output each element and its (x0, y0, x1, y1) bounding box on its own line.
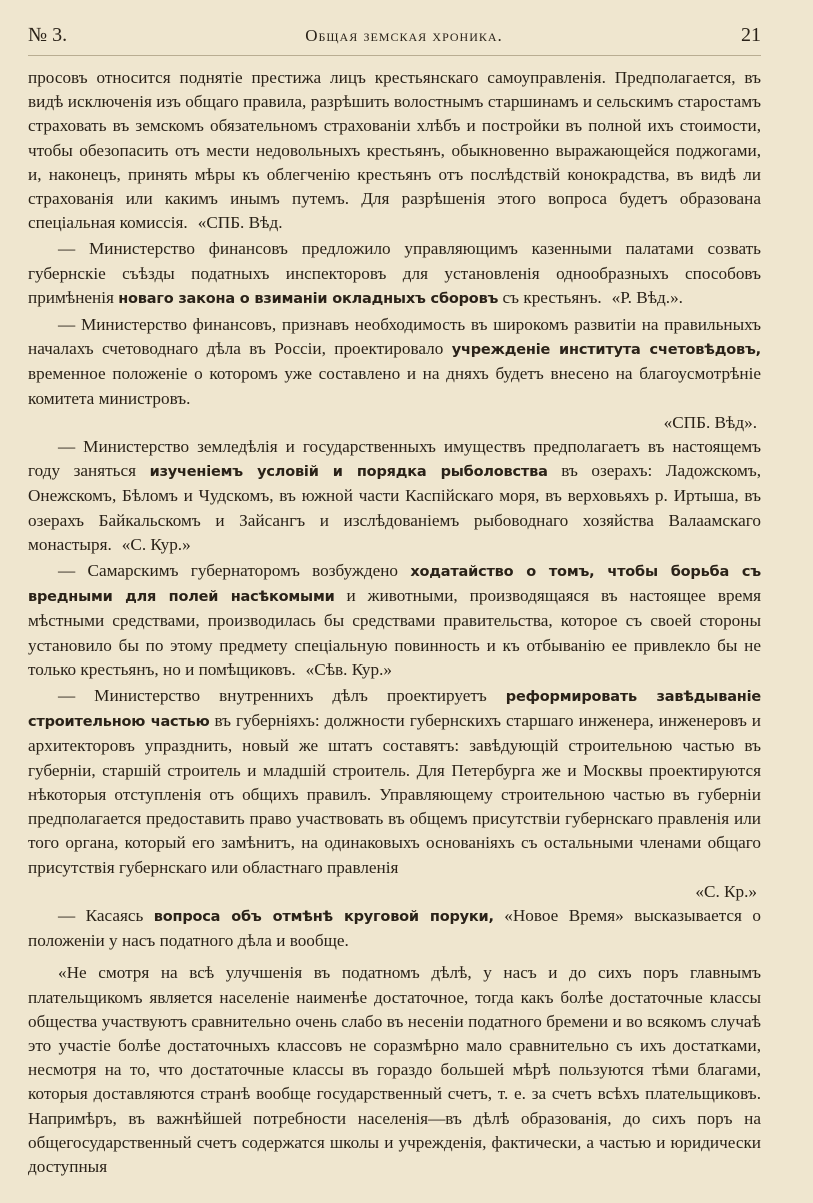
bold-phrase: реформировать завѣдываніе строительною частью (28, 689, 761, 731)
bold-phrase: учрежденіе института счетовѣдовъ, (451, 342, 761, 359)
page-number: 21 (740, 24, 761, 46)
source-citation: «Р. Вѣд.». (611, 287, 683, 307)
paragraph-text: — Министерство финансовъ предложило управляющимъ казенными палатами созвать губернскіе съѣзды податныхъ инспекторовъ для установленія однообразныхъ способовъ примѣненія (28, 239, 761, 307)
paragraph-text: просовъ относится поднятіе престижа лицъ крестьянскаго самоуправленія. Предполагается, въ видѣ исключенія изъ общаго правила, разрѣшить волостнымъ старшинамъ и сельскимъ старостамъ страховать въ земскомъ обязательномъ страхованіи хлѣбъ и постройки въ полной ихъ стоимости, чтобы обезопасить отъ мести недовольныхъ крестьянъ, обыкновенно выражающейся поджогами, и, наконецъ, принять мѣры къ облегченію крестьянъ отъ послѣдствій конокрадства, въ видѣ ли страхованія или какимъ инымъ путемъ. Для разрѣшенія этого вопроса будетъ образована спеціальная комиссія. (28, 68, 761, 233)
paragraph-4 (28, 435, 761, 557)
paragraph-text: временное положеніе о которомъ уже составлено и на дняхъ будетъ внесено на благоусмотрѣніе комитета министровъ. (28, 364, 761, 408)
source-citation: «С. Кр.» (695, 881, 757, 901)
paragraph-text: — Самарскимъ губернаторомъ возбуждено (58, 561, 399, 581)
article-body (28, 66, 761, 1179)
paragraph-text: — Министерство внутреннихъ дѣлъ проектируетъ (58, 686, 487, 706)
paragraph-7 (28, 904, 761, 953)
paragraph-3 (28, 313, 761, 411)
source-citation: «С. Кур.» (121, 534, 191, 554)
paragraph-text: въ губерніяхъ: должности губернскихъ старшаго инженера, инженеровъ и архитекторовъ упразднить, новый же штатъ составятъ: завѣдующій строительною частью въ губерніи, старшій строитель и младшій строитель. Для Петербурга же и Москвы проектируются нѣкоторыя отступленія отъ общихъ правилъ. Управляющему строительною частью въ губерніи предполагается предоставить право участвовать въ общемъ присутствіи губернскаго правленія или того органа, который его замѣнитъ, на одинаковыхъ основаніяхъ съ остальными членами общаго присутствія губернскаго или областнаго правленія (28, 711, 762, 877)
bold-phrase: изученіемъ условій и порядка рыболовства (149, 464, 548, 481)
paragraph-text: «Новое Время» высказывается о положеніи у насъ податного дѣла и вообще. (28, 905, 761, 951)
paragraph-1 (28, 66, 761, 235)
paragraph-8 (28, 961, 761, 1179)
bold-phrase: ходатайство о томъ, чтобы борьба съ вредными для полей насѣкомыми (28, 564, 762, 606)
paragraph-text: — Министерство финансовъ, признавъ необходимость въ широкомъ развитіи на правильныхъ началахъ счетоводнаго дѣла въ Россіи, проектировало (28, 315, 761, 359)
paragraph-text: «Не смотря на всѣ улучшенія въ податномъ дѣлѣ, у насъ и до сихъ поръ главнымъ плательщикомъ является населеніе наименѣе достаточное, тогда какъ болѣе достаточные классы общества участвуютъ сравнительно очень слабо въ несеніи податного бремени и во всякомъ случаѣ это участіе болѣе достаточныхъ классовъ не соразмѣрно мало сравнительно съ ихъ достатками, несмотря на то, что достаточные классы въ гораздо большей мѣрѣ пользуются тѣми благами, которыя доставляются странѣ вообще государственный счетъ, т. е. за счетъ всѣхъ плательщиковъ. Напримѣръ, въ важнѣйшей потребности населенія—въ дѣлѣ образованія, до сихъ поръ на общегосударственный счетъ содержатся школы и учрежденія, фактически, а частью и юридически доступныя (28, 963, 761, 1176)
paragraph-text: съ крестьянъ. (502, 287, 602, 307)
running-title: Общая земская хроника. (305, 26, 503, 45)
source-citation: «СПБ. Вѣд. (197, 213, 283, 233)
page-header (28, 22, 761, 56)
paragraph-text: и животными, производящаяся въ настоящее время мѣстными средствами, производилась бы средствами правительства, которое съ своей стороны установило бы по этому предмету спеціальную повинность и къ отбыванію ее привлекло бы не только крестьянъ, но и помѣщиковъ. (28, 586, 761, 679)
paragraph-text: — Министерство земледѣлія и государственныхъ имуществъ предполагаетъ въ настоящемъ году заняться (28, 437, 761, 481)
source-citation: «Сѣв. Кур.» (305, 659, 392, 679)
paragraph-5 (28, 559, 761, 682)
source-citation: «СПБ. Вѣд». (663, 412, 757, 432)
paragraph-6 (28, 684, 761, 880)
paragraph-2 (28, 237, 761, 311)
paragraph-text: — Касаясь (58, 905, 144, 925)
bold-phrase: новаго закона о взиманіи окладныхъ сборовъ (118, 290, 499, 307)
paragraph-text: въ озерахъ: Ладожскомъ, Онежскомъ, Бѣломъ и Чудскомъ, въ южной части Каспійскаго моря, въ верховьяхъ р. Иртыша, въ озерахъ Байкальскомъ и Зайсангъ и изслѣдованіемъ рыбоводнаго хозяйства Валаамскаго монастыря. (28, 461, 762, 554)
bold-phrase: вопроса объ отмѣнѣ круговой поруки, (153, 908, 494, 925)
issue-number: № 3. (28, 24, 68, 46)
